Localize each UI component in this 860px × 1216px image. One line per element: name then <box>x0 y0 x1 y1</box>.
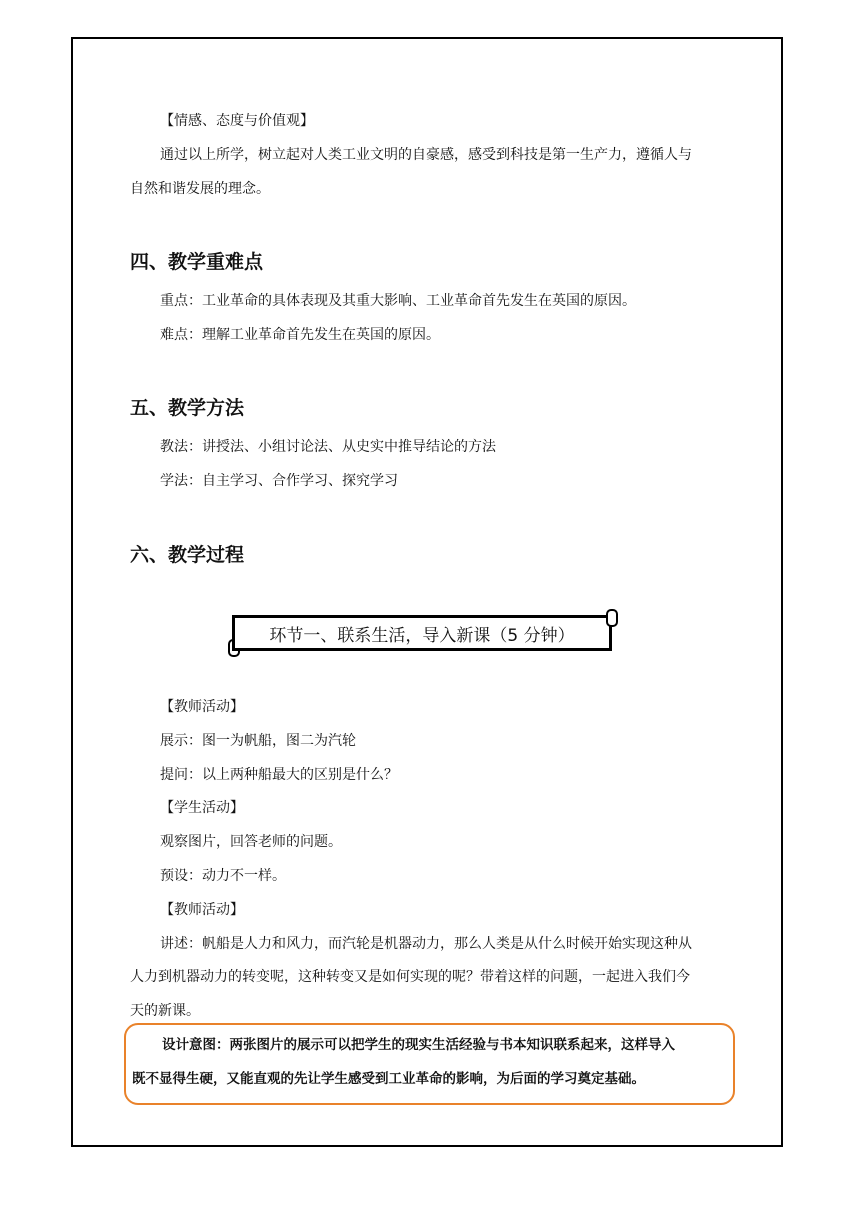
show-line: 展示：图一为帆船，图二为汽轮 <box>160 733 356 749</box>
narrate-line: 讲述：帆船是人力和风力，而汽轮是机器动力，那么人类是从什么时候开始实现这种从 <box>160 936 692 952</box>
observe-line: 观察图片，回答老师的问题。 <box>160 834 342 850</box>
tag-student: 【学生活动】 <box>160 800 244 816</box>
learning-method-line: 学法：自主学习、合作学习、探究学习 <box>160 473 398 489</box>
ask-line: 提问：以上两种船最大的区别是什么？ <box>160 767 398 783</box>
banner-title: 环节一、联系生活，导入新课（5 分钟） <box>269 625 575 646</box>
difficulty-line: 难点：理解工业革命首先发生在英国的原因。 <box>160 327 440 343</box>
tag-emotion: 【情感、态度与价值观】 <box>160 113 314 129</box>
heading-methods: 五、教学方法 <box>130 397 245 419</box>
section-banner <box>228 613 616 655</box>
heading-key-points: 四、教学重难点 <box>130 251 264 273</box>
preset-line: 预设：动力不一样。 <box>160 868 286 884</box>
key-point-line: 重点：工业革命的具体表现及其重大影响、工业革命首先发生在英国的原因。 <box>160 293 636 309</box>
heading-process: 六、教学过程 <box>130 544 245 566</box>
scroll-end-right <box>606 609 618 627</box>
narrate-line: 天的新课。 <box>130 1003 200 1019</box>
tag-teacher: 【教师活动】 <box>160 699 244 715</box>
design-intent-line: 既不显得生硬，又能直观的先让学生感受到工业革命的影响，为后面的学习奠定基础。 <box>132 1071 645 1087</box>
banner-box <box>232 615 612 651</box>
design-intent-line: 设计意图：两张图片的展示可以把学生的现实生活经验与书本知识联系起来，这样导入 <box>162 1037 675 1053</box>
narrate-line: 人力到机器动力的转变呢，这种转变又是如何实现的呢？带着这样的问题，一起进入我们今 <box>130 969 690 985</box>
design-intent-box <box>124 1023 735 1105</box>
paragraph-line: 自然和谐发展的理念。 <box>130 181 270 197</box>
teaching-method-line: 教法：讲授法、小组讨论法、从史实中推导结论的方法 <box>160 439 496 455</box>
paragraph-line: 通过以上所学，树立起对人类工业文明的自豪感，感受到科技是第一生产力，遵循人与 <box>160 147 692 163</box>
tag-teacher: 【教师活动】 <box>160 902 244 918</box>
